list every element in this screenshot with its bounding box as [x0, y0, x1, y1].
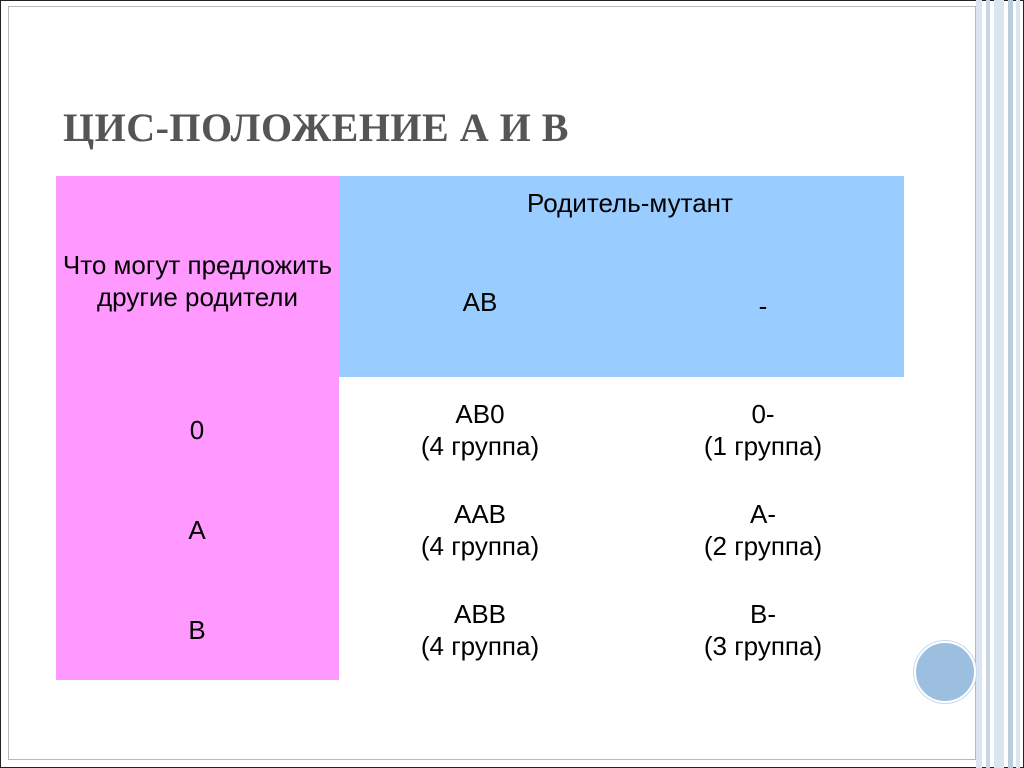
genotype-text: АВ0: [455, 398, 505, 429]
cell-row1-col0: [380, 490, 580, 570]
column-header-ab: АВ: [462, 286, 498, 317]
decorative-stripe: [994, 0, 1004, 768]
decorative-stripe: [1008, 0, 1013, 768]
group-text: (4 группа): [420, 631, 540, 661]
column-header-dash: -: [758, 290, 768, 321]
group-text: (2 группа): [703, 531, 823, 561]
group-text: (1 группа): [703, 431, 823, 461]
group-text: (4 группа): [420, 431, 540, 461]
row-label-0: 0: [189, 414, 205, 445]
decorative-stripe: [976, 0, 982, 768]
slide-title: ЦИС-ПОЛОЖЕНИЕ А И В: [63, 105, 569, 150]
decorative-circle: [914, 641, 976, 703]
decorative-stripe: [1016, 0, 1020, 768]
cell-row1-col1: [663, 490, 863, 570]
cell-row0-col0: [380, 390, 580, 470]
row-label-a: А: [188, 514, 206, 545]
corner-label: Что могут предложить другие родители: [62, 249, 333, 312]
row-label-b: В: [188, 614, 206, 645]
genotype-text: ААВ: [453, 498, 507, 529]
column-group-header: Родитель-мутант: [527, 187, 733, 218]
group-text: (3 группа): [703, 631, 823, 661]
group-text: (4 группа): [420, 531, 540, 561]
genotype-text: В-: [750, 598, 776, 629]
cell-row2-col1: [663, 590, 863, 670]
cell-row0-col1: [663, 390, 863, 470]
genotype-text: А-: [750, 498, 776, 529]
genotype-text: АВВ: [453, 598, 507, 629]
genotype-text: 0-: [751, 398, 775, 429]
decorative-stripe: [986, 0, 990, 768]
cell-row2-col0: [380, 590, 580, 670]
